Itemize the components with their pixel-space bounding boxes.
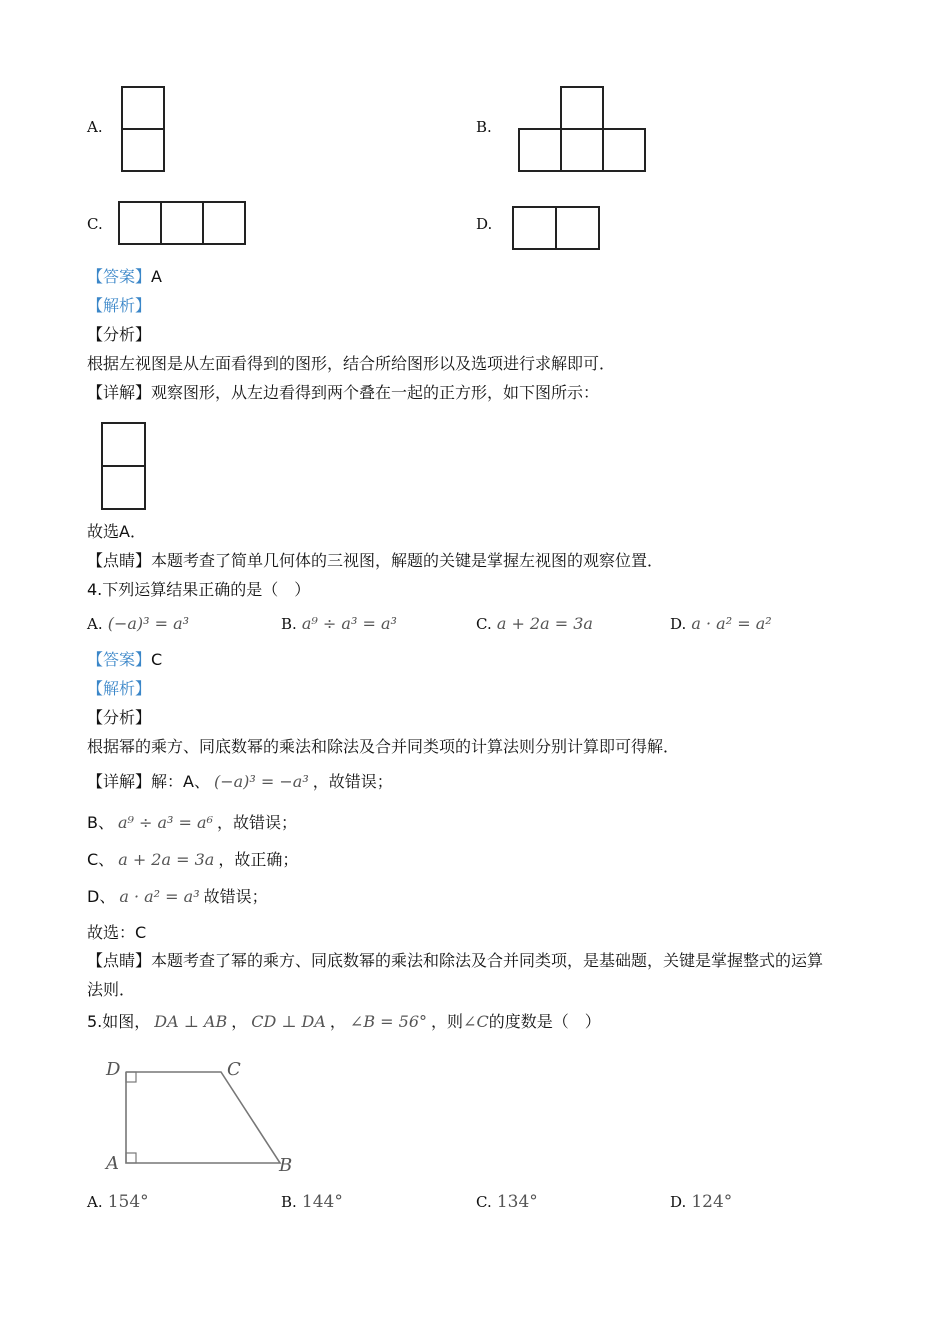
q3-option-c-label: C. bbox=[87, 215, 103, 233]
q4-option-a-expr: (−a)³ = a³ bbox=[107, 614, 190, 633]
q3-option-d-figure bbox=[512, 206, 600, 251]
q5-right-angle-d bbox=[126, 1072, 136, 1082]
q4-option-a bbox=[87, 616, 189, 632]
q4-step-d bbox=[87, 889, 268, 905]
q4-conclusion: 故选：C bbox=[87, 923, 147, 942]
q4-step-c bbox=[87, 852, 298, 868]
q4-answer-line bbox=[87, 652, 162, 668]
q4-stem: 4.下列运算结果正确的是（ ） bbox=[87, 580, 311, 599]
q5-cond-1: DA ⊥ AB bbox=[154, 1012, 228, 1031]
q4-option-c bbox=[476, 616, 593, 632]
q5-stem-prefix: 5.如图， bbox=[87, 1012, 151, 1031]
q3-option-b-figure bbox=[518, 86, 646, 172]
q4-step-a bbox=[87, 774, 393, 790]
q5-sep-2: ， bbox=[329, 1012, 346, 1031]
q3-answer-line bbox=[87, 269, 162, 285]
q4-step-c-expr: a + 2a = 3a bbox=[118, 850, 215, 869]
q4-step-b bbox=[87, 815, 297, 831]
q4-analysis-tag: 【解析】 bbox=[87, 679, 152, 698]
q4-option-b bbox=[281, 616, 397, 632]
q5-sep-1: ， bbox=[231, 1012, 248, 1031]
q5-option-b-label: B. bbox=[281, 1193, 297, 1211]
q4-step-d-prefix: D、 bbox=[87, 887, 116, 906]
q5-option-b bbox=[281, 1194, 343, 1211]
q5-option-c-value: 134° bbox=[496, 1192, 538, 1212]
q4-fenxi-text: 根据幂的乘方、同底数幂的乘法和除法及合并同类项的计算法则分别计算即可得解． bbox=[87, 737, 680, 756]
q3-option-a-figure bbox=[121, 86, 165, 172]
q5-option-d-value: 124° bbox=[691, 1192, 733, 1212]
q5-option-c-label: C. bbox=[476, 1193, 492, 1211]
q4-step-b-suffix: ，故错误； bbox=[217, 813, 298, 832]
q5-stem-mid: ，则 bbox=[431, 1012, 464, 1031]
q5-option-a bbox=[87, 1194, 149, 1211]
q3-xiangjie-line bbox=[87, 385, 599, 401]
q4-step-a-expr: (−a)³ = −a³ bbox=[213, 772, 309, 791]
q5-option-d-label: D. bbox=[670, 1193, 687, 1211]
q4-fenxi-tag: 【分析】 bbox=[87, 708, 152, 727]
q4-step-c-prefix: C、 bbox=[87, 850, 115, 869]
q3-dianjing-text: 本题考查了简单几何体的三视图，解题的关键是掌握左视图的观察位置． bbox=[151, 551, 664, 570]
q3-xiangjie-tag: 【详解】 bbox=[87, 383, 152, 402]
q3-option-a-label: A. bbox=[87, 118, 103, 136]
q3-dianjing-tag: 【点睛】 bbox=[87, 551, 152, 570]
q3-fenxi-text: 根据左视图是从左面看得到的图形，结合所给图形以及选项进行求解即可． bbox=[87, 354, 616, 373]
q4-dianjing-line1 bbox=[87, 953, 823, 969]
q4-option-c-expr: a + 2a = 3a bbox=[496, 614, 593, 633]
q3-answer-tag: 【答案】 bbox=[87, 267, 152, 286]
q5-option-a-label: A. bbox=[87, 1193, 103, 1211]
q5-option-d bbox=[670, 1194, 732, 1211]
q4-option-d bbox=[670, 616, 772, 632]
q3-solution-figure bbox=[101, 422, 146, 510]
q5-label-b: B bbox=[279, 1155, 293, 1176]
q4-step-a-prefix: 解：A、 bbox=[151, 772, 210, 791]
q4-dianjing-text: 本题考查了幂的乘方、同底数幂的乘法和除法及合并同类项，是基础题，关键是掌握整式的运算 bbox=[151, 951, 824, 970]
q3-conclusion: 故选A． bbox=[87, 522, 146, 541]
q4-option-b-label: B. bbox=[281, 615, 297, 633]
q4-answer-tag: 【答案】 bbox=[87, 650, 152, 669]
q5-option-a-value: 154° bbox=[107, 1192, 149, 1212]
q3-xiangjie-text: 观察图形，从左边看得到两个叠在一起的正方形，如下图所示： bbox=[151, 383, 600, 402]
q3-answer-value: A bbox=[151, 267, 162, 286]
q4-answer-value: C bbox=[151, 650, 163, 669]
q4-option-a-label: A. bbox=[87, 615, 103, 633]
q4-step-b-prefix: B、 bbox=[87, 813, 114, 832]
q5-trapezoid-figure bbox=[100, 1050, 300, 1175]
q5-option-c bbox=[476, 1194, 538, 1211]
q4-option-b-expr: a⁹ ÷ a³ = a³ bbox=[301, 614, 397, 633]
q3-fenxi-tag: 【分析】 bbox=[87, 325, 152, 344]
q4-step-d-expr: a · a² = a³ bbox=[119, 887, 200, 906]
q5-stem bbox=[87, 1014, 601, 1030]
q5-right-angle-a bbox=[126, 1153, 136, 1163]
q4-dianjing-line2: 法则． bbox=[87, 980, 136, 999]
q3-dianjing-line bbox=[87, 553, 663, 569]
q5-trapezoid bbox=[126, 1072, 280, 1163]
q5-label-a: A bbox=[106, 1153, 119, 1174]
q4-dianjing-tag: 【点睛】 bbox=[87, 951, 152, 970]
q5-stem-suffix: 的度数是（ ） bbox=[488, 1012, 601, 1031]
q4-option-c-label: C. bbox=[476, 615, 492, 633]
q3-option-b-label: B. bbox=[476, 118, 492, 136]
q5-cond-3: ∠B = 56° bbox=[349, 1012, 428, 1031]
q5-angle-c: ∠C bbox=[463, 1012, 489, 1031]
q5-label-d: D bbox=[106, 1059, 121, 1080]
q4-option-d-expr: a · a² = a² bbox=[691, 614, 772, 633]
q4-step-a-suffix: ，故错误； bbox=[312, 772, 393, 791]
q3-option-d-label: D. bbox=[476, 215, 493, 233]
q3-analysis-tag: 【解析】 bbox=[87, 296, 152, 315]
q5-label-c: C bbox=[227, 1059, 241, 1080]
q4-step-d-suffix: 故错误； bbox=[203, 887, 268, 906]
q4-option-d-label: D. bbox=[670, 615, 687, 633]
q4-xiangjie-tag: 【详解】 bbox=[87, 772, 152, 791]
q5-cond-2: CD ⊥ DA bbox=[251, 1012, 326, 1031]
q3-option-c-figure bbox=[118, 201, 247, 246]
q5-option-b-value: 144° bbox=[301, 1192, 343, 1212]
q4-step-b-expr: a⁹ ÷ a³ = a⁶ bbox=[117, 813, 213, 832]
q4-step-c-suffix: ，故正确； bbox=[218, 850, 299, 869]
